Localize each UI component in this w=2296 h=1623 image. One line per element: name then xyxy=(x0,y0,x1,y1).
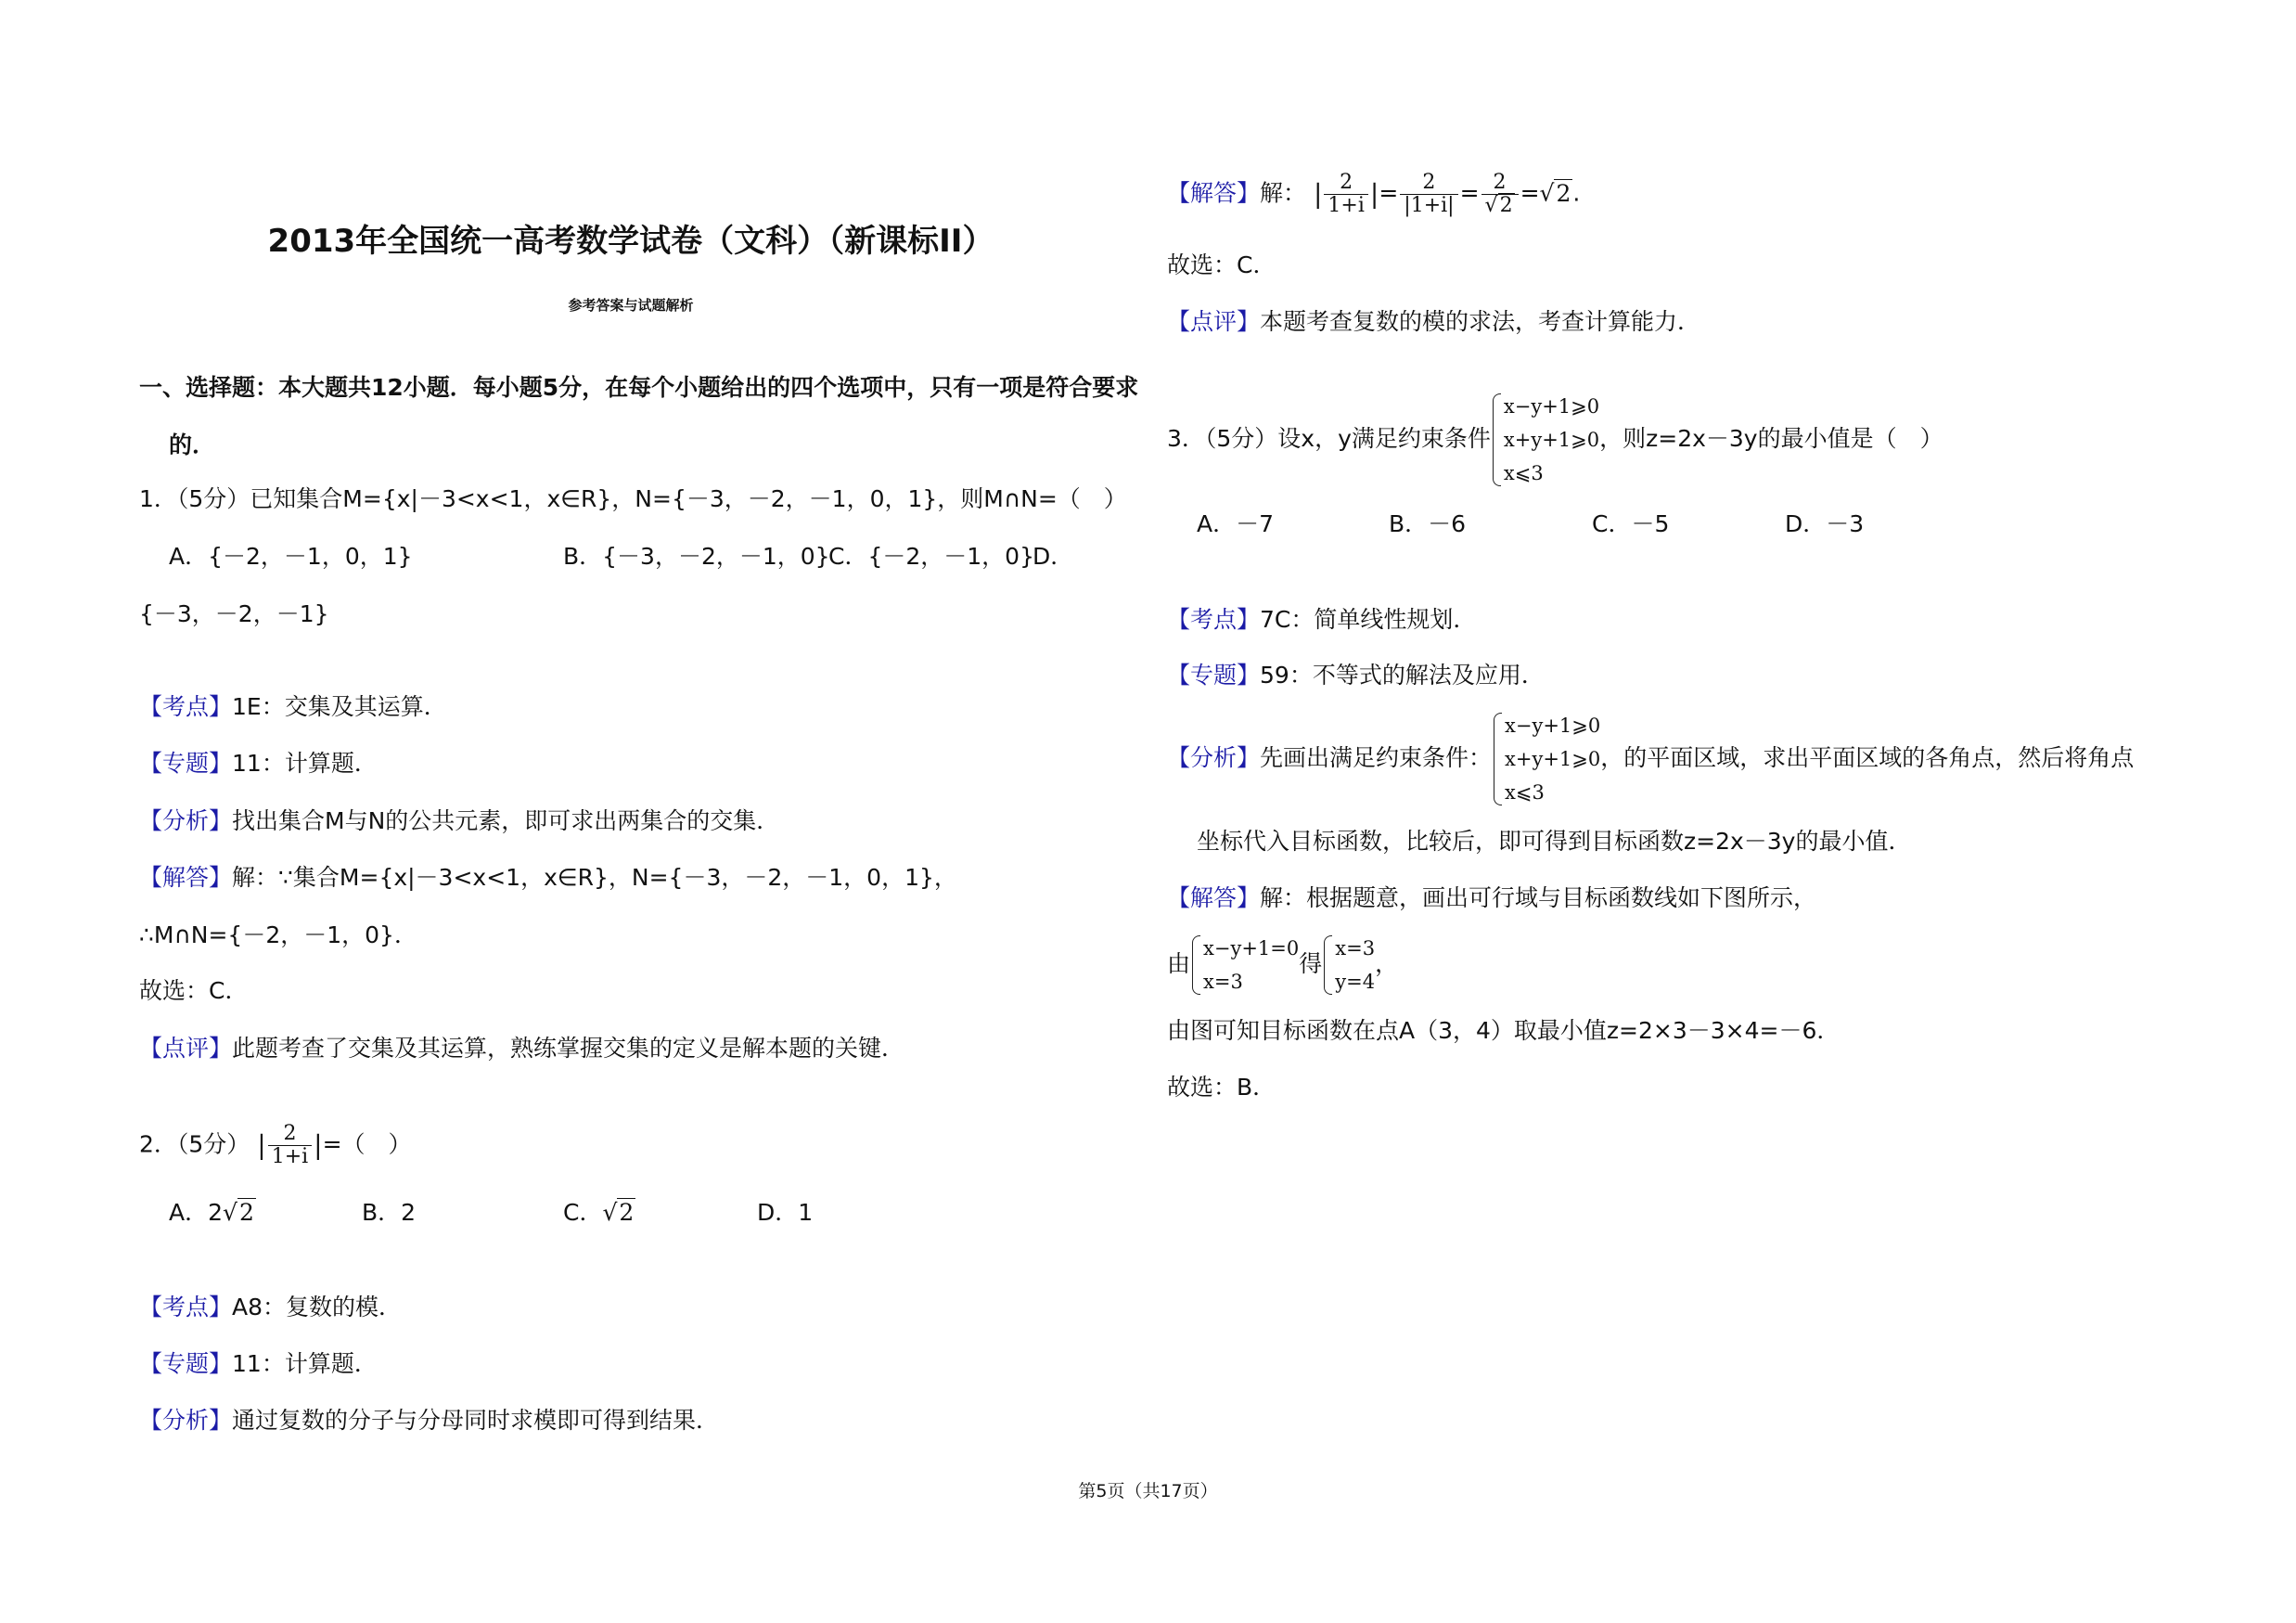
q1-jieda-text: 解：∵集合M={x|－3<x<1，x∈R}，N={－3，－2，－1，0，1}， xyxy=(232,864,957,891)
jieda-fraction-1: $\frac{2}{1+i}$ xyxy=(1324,172,1367,217)
q1-stem: 1．（5分）已知集合M={x|－3<x<1，x∈R}，N={－3，－2，－1，0，1}，则M∩N=（ ） xyxy=(139,485,1127,512)
page-footer: 第5页（共17页） xyxy=(1078,1481,1218,1501)
q2-stem-suffix: =（ ） xyxy=(322,1130,412,1158)
document-subtitle: 参考答案与试题解析 xyxy=(568,297,694,314)
q3-constraint-system: x−y+1⩾0 x+y+1⩾0 x⩽3 xyxy=(1491,390,1599,490)
q3-jieda-text: 解：根据题意，画出可行域与目标函数线如下图所示， xyxy=(1260,884,1817,911)
tag-jieda: 【解答】 xyxy=(1167,884,1261,911)
q1-option-b: B．{－3，－2，－1，0} xyxy=(563,543,830,570)
section-heading: 一、选择题：本大题共12小题．每小题5分，在每个小题给出的四个选项中，只有一项是符合要求 xyxy=(139,374,1139,401)
tag-fenxi: 【分析】 xyxy=(1167,744,1261,771)
sqrt-symbol: √2 xyxy=(1539,179,1571,207)
q2-dianping xyxy=(1167,307,1700,337)
q3-stem-suffix: ，则z=2x－3y的最小值是（ ） xyxy=(1599,425,1943,452)
abs-bar-left: | xyxy=(257,1129,266,1161)
q3-fenxi: 【分析】先画出满足约束条件： x−y+1⩾0 x+y+1⩾0 x⩽3 ，的平面区域，求出平面区域的各角点，然后将角点 xyxy=(1167,709,2134,809)
q3-option-d: D．－3 xyxy=(1785,510,1865,537)
q3-stem xyxy=(1167,390,1943,490)
section-heading-wrap: 的． xyxy=(169,432,216,458)
q1-kaodian xyxy=(139,692,447,722)
q1-zhuanti xyxy=(139,749,378,779)
q2-dianping-text: 本题考查复数的模的求法，考查计算能力． xyxy=(1260,308,1701,335)
q2-zhuanti xyxy=(139,1349,378,1379)
tag-kaodian: 【考点】 xyxy=(1167,606,1261,633)
tag-dianping: 【点评】 xyxy=(1167,308,1261,335)
q2-kaodian-text: A8：复数的模． xyxy=(232,1294,403,1320)
q2-zhuanti-text: 11：计算题． xyxy=(232,1350,378,1377)
q1-jieda xyxy=(139,863,957,893)
q2-fenxi-text: 通过复数的分子与分母同时求模即可得到结果． xyxy=(232,1407,720,1434)
q1-fenxi xyxy=(139,806,779,836)
jieda-fraction-2: $\frac{2}{|1+i|}$ xyxy=(1400,172,1457,217)
q3-jieda xyxy=(1167,883,1816,913)
q2-option-b: B．2 xyxy=(362,1199,417,1226)
q1-kaodian-text: 1E：交集及其运算． xyxy=(232,693,447,720)
q1-option-d-value: {－3，－2，－1} xyxy=(139,600,329,627)
q3-fenxi-line2: 坐标代入目标函数，比较后，即可得到目标函数z=2x－3y的最小值． xyxy=(1197,828,1912,855)
q1-option-d: D． xyxy=(1033,543,1074,570)
q2-kaodian xyxy=(139,1293,402,1322)
sqrt-symbol: √2 xyxy=(223,1199,254,1226)
q3-answer: 故选：B． xyxy=(1167,1074,1276,1101)
q3-system-equations: x−y+1=0 x=3 xyxy=(1190,932,1299,998)
q3-option-c: C．－5 xyxy=(1592,510,1670,537)
q3-option-b: B．－6 xyxy=(1389,510,1467,537)
q2-stem-prefix: 2．（5分） xyxy=(139,1130,250,1158)
tag-zhuanti: 【专题】 xyxy=(139,750,233,777)
q2-fraction: $\frac{2}{1+i}$ xyxy=(268,1123,312,1168)
q2-option-d: D．1 xyxy=(757,1199,814,1226)
q3-zhuanti xyxy=(1167,661,1545,690)
tag-zhuanti: 【专题】 xyxy=(139,1350,233,1377)
q1-dianping xyxy=(139,1034,904,1063)
q1-zhuanti-text: 11：计算题． xyxy=(232,750,378,777)
q1-answer: 故选：C． xyxy=(139,977,249,1004)
tag-kaodian: 【考点】 xyxy=(139,693,233,720)
sqrt-symbol: √2 xyxy=(602,1199,635,1226)
tag-fenxi: 【分析】 xyxy=(139,807,233,834)
q3-kaodian-text: 7C：简单线性规划． xyxy=(1260,606,1477,633)
tag-dianping: 【点评】 xyxy=(139,1035,233,1062)
q3-stem-prefix: 3．（5分）设x，y满足约束条件 xyxy=(1167,425,1491,452)
tag-jieda: 【解答】 xyxy=(1167,179,1261,207)
abs-bar-right: | xyxy=(314,1129,323,1161)
jieda-fraction-3: $\frac{2}{√2}$ xyxy=(1481,172,1519,217)
abs-bar-right: | xyxy=(1369,178,1379,210)
q2-option-c: C．√2 xyxy=(563,1199,635,1226)
q2-fenxi xyxy=(139,1406,719,1436)
q3-system-solution: x=3 y=4 xyxy=(1322,932,1375,998)
q1-dianping-text: 此题考查了交集及其运算，熟练掌握交集的定义是解本题的关键． xyxy=(232,1035,905,1062)
q3-fenxi-constraint-system: x−y+1⩾0 x+y+1⩾0 x⩽3 xyxy=(1492,709,1600,809)
tag-kaodian: 【考点】 xyxy=(139,1294,233,1320)
document-title: 2013年全国统一高考数学试卷（文科）（新课标II） xyxy=(267,223,994,260)
q3-zhuanti-text: 59：不等式的解法及应用． xyxy=(1260,662,1545,689)
q1-fenxi-text: 找出集合M与N的公共元素，即可求出两集合的交集． xyxy=(232,807,780,834)
q2-answer: 故选：C． xyxy=(1167,251,1276,278)
tag-fenxi: 【分析】 xyxy=(139,1407,233,1434)
q2-stem xyxy=(139,1123,412,1168)
q3-jieda-line3: 由图可知目标函数在点A（3，4）取最小值z=2×3－3×4=－6． xyxy=(1167,1017,1841,1044)
tag-zhuanti: 【专题】 xyxy=(1167,662,1261,689)
q1-option-a: A．{－2，－1，0，1} xyxy=(169,543,413,570)
abs-bar-left: | xyxy=(1313,178,1323,210)
q3-solve-system: 由 x−y+1=0 x=3 得 x=3 y=4 ， xyxy=(1167,932,1398,998)
q2-jieda: 【解答】解： | $\frac{2}{1+i}$ |= $\frac{2}{|1+i|}$ = $\frac{2}{√2}$ =√2. xyxy=(1167,171,1581,217)
q3-option-a: A．－7 xyxy=(1197,510,1275,537)
tag-jieda: 【解答】 xyxy=(139,864,233,891)
q1-jieda-line2: ∴M∩N={－2，－1，0}． xyxy=(139,921,417,948)
q2-option-a: A．2√2 xyxy=(169,1199,254,1226)
q1-option-c: C．{－2，－1，0} xyxy=(828,543,1034,570)
q3-kaodian xyxy=(1167,605,1476,635)
